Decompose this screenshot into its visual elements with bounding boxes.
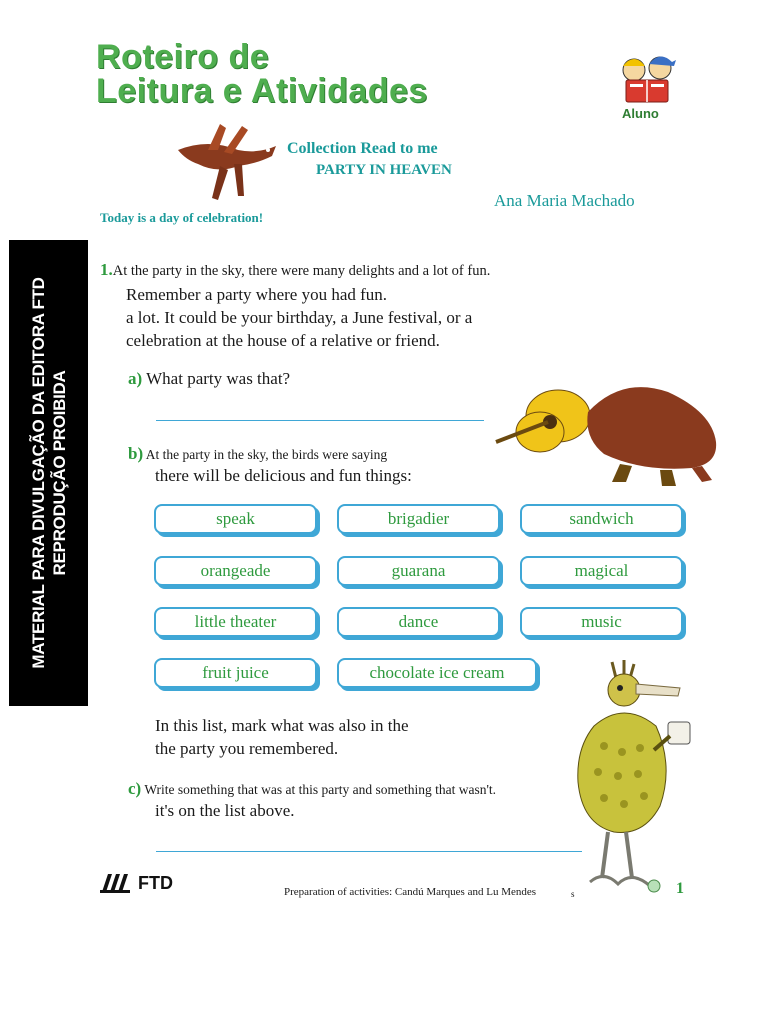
- title-line-2: Leitura e Atividades: [96, 72, 428, 110]
- guitar-bird-illustration: [492, 356, 728, 490]
- footer-stray-mark: s: [571, 889, 575, 899]
- flying-bird-illustration: [168, 120, 284, 202]
- question-c-text: Write something that was at this party and something that wasn't.: [144, 782, 497, 797]
- sidebar-line-1: MATERIAL PARA DIVULGAÇÃO DA EDITORA FTD: [28, 277, 48, 669]
- mark-instruction: [155, 714, 409, 760]
- sidebar-notice: [9, 240, 88, 706]
- publisher-name: FTD: [138, 872, 173, 893]
- option-chip[interactable]: chocolate ice cream: [337, 658, 537, 688]
- question-c: [128, 779, 496, 799]
- question-1-number: 1.: [100, 260, 113, 279]
- question-c-letter: c): [128, 779, 142, 798]
- question-b-text: At the party in the sky, the birds were saying: [145, 447, 388, 462]
- page-title: [96, 40, 428, 108]
- mark-instruction-line-2: the party you remembered.: [155, 739, 339, 758]
- option-chip[interactable]: guarana: [337, 556, 500, 586]
- question-1-intro: [100, 260, 490, 280]
- question-b-continuation: there will be delicious and fun things:: [155, 466, 412, 485]
- ftd-logo: [100, 872, 173, 894]
- question-b-letter: b): [128, 444, 144, 463]
- option-chip[interactable]: magical: [520, 556, 683, 586]
- question-1-line: celebration at the house of a relative or friend.: [126, 331, 440, 350]
- question-a: [128, 369, 290, 389]
- mark-instruction-line-1: In this list, mark what was also in the: [155, 716, 409, 735]
- ftd-logo-icon: [100, 872, 132, 894]
- tea-bird-illustration: [574, 656, 702, 900]
- option-chip[interactable]: fruit juice: [154, 658, 317, 688]
- option-chip[interactable]: brigadier: [337, 504, 500, 534]
- option-chip[interactable]: speak: [154, 504, 317, 534]
- question-1-intro-text: At the party in the sky, there were many delights and a lot of fun.: [112, 263, 491, 279]
- author-name: Ana Maria Machado: [494, 191, 635, 210]
- collection-name: Collection Read to me: [287, 140, 438, 157]
- sidebar-line-2: REPRODUÇÃO PROIBIDA: [49, 370, 69, 576]
- question-1-line: a lot. It could be your birthday, a June festival, or a: [126, 308, 473, 327]
- question-a-text: What party was that?: [146, 369, 291, 388]
- question-1-body: [126, 283, 472, 352]
- question-c-continuation: it's on the list above.: [155, 801, 295, 820]
- option-chip[interactable]: orangeade: [154, 556, 317, 586]
- question-a-letter: a): [128, 369, 143, 388]
- aluno-label: Aluno: [622, 106, 659, 121]
- answer-line-c[interactable]: [156, 851, 582, 852]
- question-1-line: Remember a party where you had fun.: [126, 285, 388, 304]
- footer-credits: Preparation of activities: Candú Marques and Lu Mendes: [284, 886, 537, 898]
- answer-line-a[interactable]: [156, 420, 484, 421]
- tagline: Today is a day of celebration!: [100, 210, 264, 225]
- option-chip[interactable]: dance: [337, 607, 500, 637]
- page-number: 1: [676, 880, 684, 897]
- title-line-1: Roteiro de: [96, 38, 270, 76]
- option-chip[interactable]: music: [520, 607, 683, 637]
- option-chip[interactable]: sandwich: [520, 504, 683, 534]
- option-chip[interactable]: little theater: [154, 607, 317, 637]
- question-b: [128, 444, 387, 464]
- sidebar-notice-text: [28, 277, 70, 668]
- book-title: PARTY IN HEAVEN: [316, 162, 452, 178]
